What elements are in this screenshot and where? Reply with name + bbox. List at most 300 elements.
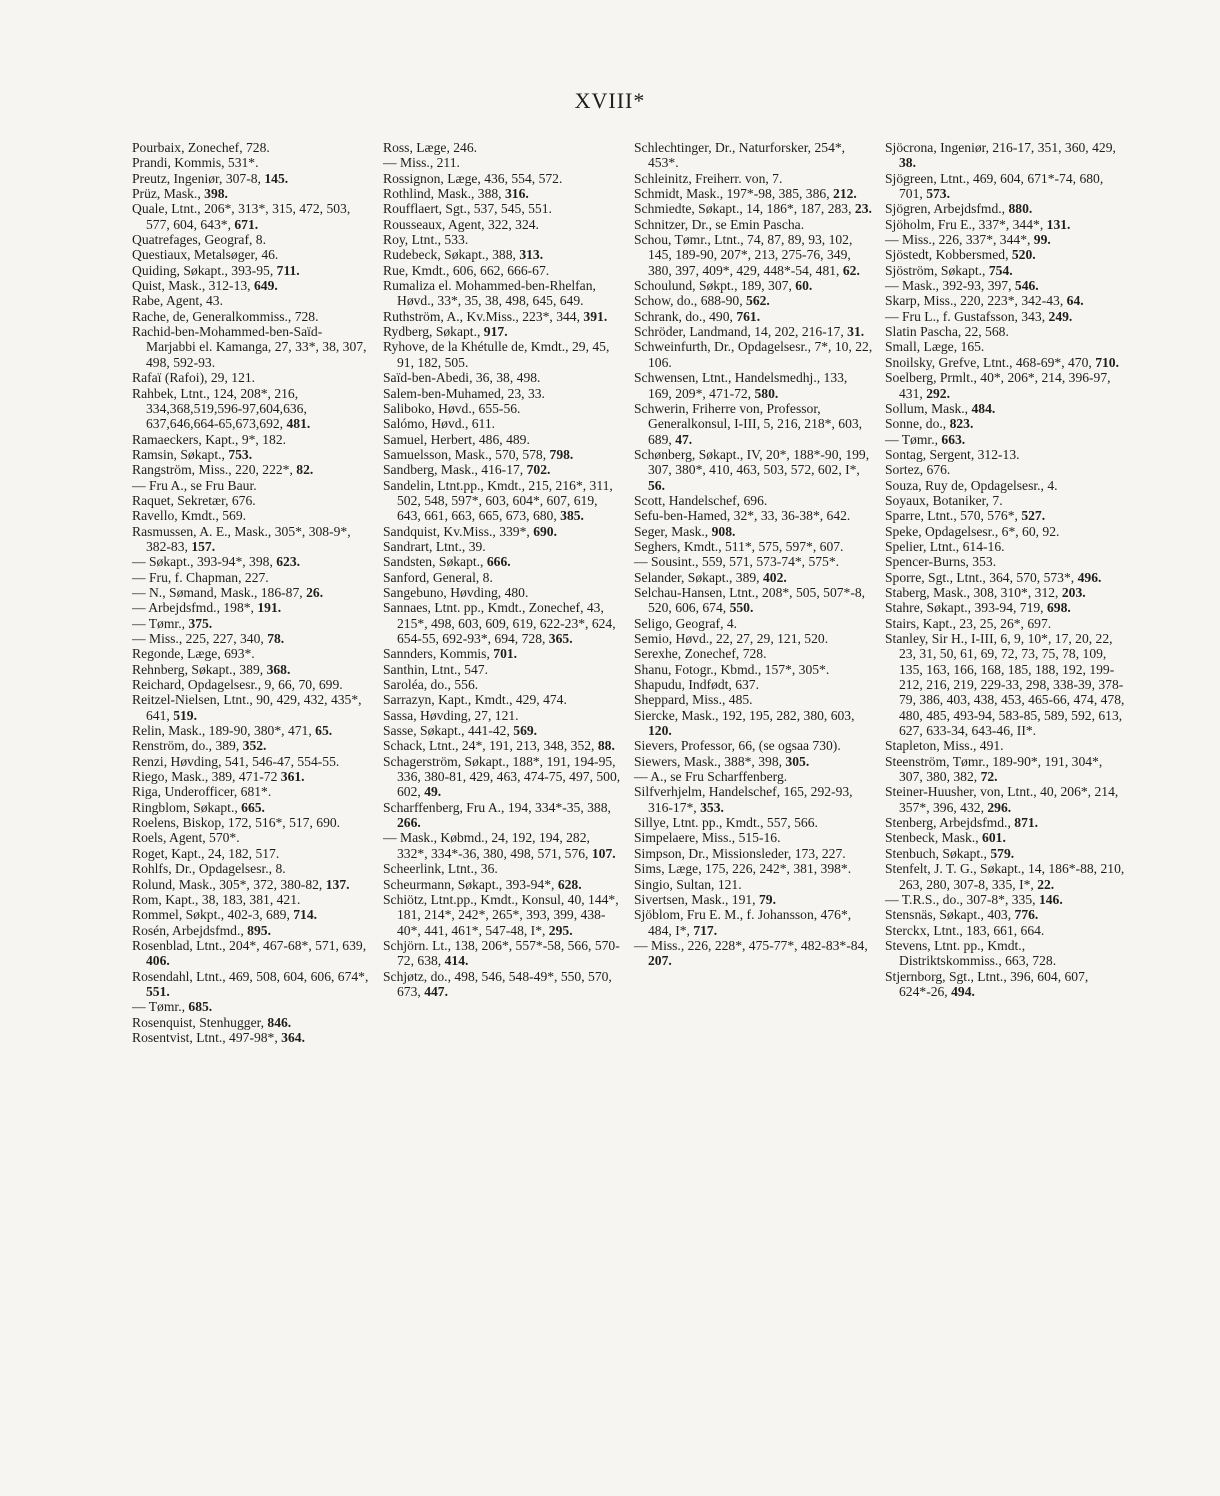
entry-text: Salómo, Høvd., 611. [383, 416, 496, 432]
entry-text: Saliboko, Høvd., 655-56. [383, 400, 521, 416]
index-entry [132, 600, 372, 615]
entry-main-page: 562. [746, 293, 770, 309]
entry-text: Preutz, Ingeniør, 307-8, [132, 170, 261, 186]
index-entry [132, 830, 372, 845]
index-entry [383, 708, 623, 723]
index-entry [383, 877, 623, 892]
entry-main-page: 714. [293, 907, 318, 923]
entry-main-page: 481. [286, 416, 311, 432]
index-entry [885, 309, 1125, 324]
index-entry [634, 662, 874, 677]
index-entry [383, 462, 623, 477]
index-entry [383, 738, 623, 753]
index-entry [383, 263, 623, 278]
entry-text: Raquet, Sekretær, 676. [132, 492, 256, 508]
index-entry [132, 524, 372, 555]
index-entry [634, 892, 874, 907]
entry-text: Scott, Handelschef, 696. [634, 492, 768, 508]
index-entry [634, 738, 874, 753]
entry-text: Ryhove, de la Khétulle de, Kmdt., 29, 45, 91, 182, 505. [383, 339, 610, 370]
entry-main-page: 798. [549, 446, 574, 462]
index-entry [634, 616, 874, 631]
entry-main-page: 550. [729, 600, 754, 616]
entry-main-page: 753. [228, 446, 253, 462]
entry-text: Scheerlink, Ltnt., 36. [383, 861, 498, 877]
entry-text: Saroléa, do., 556. [383, 677, 479, 693]
entry-text: Sortez, 676. [885, 462, 951, 478]
index-entry [885, 631, 1125, 738]
entry-main-page: 698. [1047, 600, 1071, 616]
entry-text: Slatin Pascha, 22, 568. [885, 324, 1009, 340]
entry-text: Schiötz, Ltnt.pp., Kmdt., Konsul, 40, 144*, 181, 214*, 242*, 265*, 393, 399, 438-40*, 441, 461*, 547-48, I*, [383, 891, 619, 938]
index-entry [885, 232, 1125, 247]
index-entry [634, 293, 874, 308]
entry-text: — Arbejdsfmd., 198*, [132, 600, 254, 616]
entry-text: Rosendahl, Ltnt., 469, 508, 604, 606, 674*, [132, 968, 369, 984]
entry-text: Rafaï (Rafoi), 29, 121. [132, 370, 256, 386]
index-column-2 [383, 140, 623, 999]
index-entry [132, 386, 372, 432]
index-entry [885, 616, 1125, 631]
entry-main-page: 871. [1014, 815, 1039, 831]
index-entry [634, 186, 874, 201]
index-entry [634, 447, 874, 493]
entry-main-page: 31. [847, 324, 865, 340]
entry-main-page: 56. [648, 477, 665, 493]
entry-text: — Sousint., 559, 571, 573-74*, 575*. [634, 554, 840, 570]
entry-main-page: 353. [700, 799, 724, 815]
entry-text: Quist, Mask., 312-13, [132, 278, 251, 294]
entry-main-page: 145. [264, 170, 289, 186]
entry-text: Sandsten, Søkapt., [383, 554, 484, 570]
entry-main-page: 685. [188, 999, 213, 1015]
index-entry [634, 631, 874, 646]
entry-text: Rommel, Søkpt., 402-3, 689, [132, 907, 290, 923]
index-entry [885, 923, 1125, 938]
entry-main-page: 88. [597, 738, 615, 754]
entry-text: — A., se Fru Scharffenberg. [634, 769, 788, 785]
entry-main-page: 391. [583, 308, 608, 324]
index-entry [634, 232, 874, 278]
entry-text: Scheurmann, Søkapt., 393-94*, [383, 876, 555, 892]
entry-text: Rossignon, Læge, 436, 554, 572. [383, 170, 563, 186]
index-entry [132, 201, 372, 232]
entry-main-page: 316. [504, 186, 529, 202]
index-entry [885, 754, 1125, 785]
index-entry [885, 278, 1125, 293]
index-entry [885, 324, 1125, 339]
index-entry [383, 478, 623, 524]
index-entry [634, 846, 874, 861]
index-entry [132, 447, 372, 462]
entry-main-page: 296. [987, 799, 1012, 815]
index-entry [885, 171, 1125, 202]
entry-text: Sjöblom, Fru E. M., f. Johansson, 476*, 484, I*, [634, 907, 852, 938]
index-entry [885, 462, 1125, 477]
index-entry [885, 416, 1125, 431]
index-entry [634, 784, 874, 815]
entry-text: Rahbek, Ltnt., 124, 208*, 216, 334,368,519,596-97,604,636, 637,646,664-65,673,692, [132, 385, 307, 432]
index-entry [885, 478, 1125, 493]
entry-main-page: 573. [926, 186, 950, 202]
index-entry [885, 938, 1125, 969]
index-entry [383, 677, 623, 692]
entry-text: Renström, do., 389, [132, 738, 240, 754]
entry-main-page: 368. [266, 661, 291, 677]
index-entry [634, 370, 874, 401]
entry-main-page: 305. [785, 753, 810, 769]
entry-main-page: 601. [982, 830, 1006, 846]
entry-main-page: 365. [548, 631, 573, 646]
index-entry [634, 907, 874, 938]
index-entry [132, 309, 372, 324]
entry-main-page: 754. [988, 262, 1013, 278]
index-entry [885, 140, 1125, 171]
entry-text: Spencer-Burns, 353. [885, 554, 997, 570]
entry-main-page: 702. [526, 462, 551, 478]
entry-text: Snoilsky, Grefve, Ltnt., 468-69*, 470, [885, 354, 1092, 370]
entry-main-page: 352. [242, 738, 267, 754]
entry-main-page: 385. [560, 508, 584, 524]
entry-text: Schweinfurth, Dr., Opdagelsesr., 7*, 10, 22, 106. [634, 339, 873, 370]
entry-text: Roget, Kapt., 24, 182, 517. [132, 845, 280, 861]
index-entry [132, 769, 372, 784]
index-entry [132, 999, 372, 1014]
entry-main-page: 313. [519, 247, 544, 263]
entry-text: Spelier, Ltnt., 614-16. [885, 538, 1005, 554]
entry-text: Renzi, Høvding, 541, 546-47, 554-55. [132, 753, 340, 769]
entry-text: Schwerin, Friherre von, Professor, Generalkonsul, I-III, 5, 216, 218*, 603, 689, [634, 400, 863, 447]
entry-text: Skarp, Miss., 220, 223*, 342-43, [885, 293, 1064, 309]
index-entry [383, 969, 623, 1000]
entry-text: Rydberg, Søkapt., [383, 324, 481, 340]
entry-text: Samuelsson, Mask., 570, 578, [383, 446, 547, 462]
entry-main-page: 579. [990, 845, 1015, 861]
entry-text: Questiaux, Metalsøger, 46. [132, 247, 279, 263]
entry-text: Sjöstedt, Kobbersmed, [885, 247, 1009, 263]
entry-main-page: 649. [253, 278, 278, 294]
entry-text: Ross, Læge, 246. [383, 140, 478, 155]
entry-text: Schjøtz, do., 498, 546, 548-49*, 550, 570, 673, [383, 968, 612, 999]
index-entry [634, 754, 874, 769]
entry-text: Stenfelt, J. T. G., Søkapt., 14, 186*-88, 210, 263, 280, 307-8, 335, I*, [885, 861, 1125, 892]
index-entry [885, 892, 1125, 907]
index-entry [885, 738, 1125, 753]
entry-main-page: 623. [276, 554, 301, 570]
entry-text: Rue, Kmdt., 606, 662, 666-67. [383, 262, 550, 278]
index-entry [885, 524, 1125, 539]
entry-text: Silfverhjelm, Handelschef, 165, 292-93, 316-17*, [634, 784, 853, 815]
entry-text: Sjöholm, Fru E., 337*, 344*, [885, 216, 1044, 232]
entry-main-page: 908. [711, 523, 736, 539]
index-entry [634, 585, 874, 616]
entry-main-page: 665. [241, 799, 265, 815]
index-entry [885, 861, 1125, 892]
index-entry [383, 600, 623, 646]
entry-text: Schou, Tømr., Ltnt., 74, 87, 89, 93, 102, 145, 189-90, 207*, 213, 275-76, 349, 380, 397, 409*, 429, 448*-54, 481, [634, 232, 853, 278]
index-entry [634, 339, 874, 370]
entry-text: Sporre, Sgt., Ltnt., 364, 570, 573*, [885, 569, 1075, 585]
entry-text: Serexhe, Zonechef, 728. [634, 646, 767, 662]
entry-text: Sjöström, Søkapt., [885, 262, 986, 278]
entry-main-page: 131. [1046, 216, 1071, 232]
index-entry [634, 861, 874, 876]
entry-text: Roufflaert, Sgt., 537, 545, 551. [383, 201, 552, 217]
index-entry [132, 278, 372, 293]
index-entry [383, 186, 623, 201]
entry-text: Regonde, Læge, 693*. [132, 646, 255, 662]
index-entry [132, 800, 372, 815]
entry-text: Stahre, Søkapt., 393-94, 719, [885, 600, 1044, 616]
entry-text: Siewers, Mask., 388*, 398, [634, 753, 783, 769]
entry-text: Seligo, Geograf, 4. [634, 615, 738, 631]
entry-text: — Fru A., se Fru Baur. [132, 477, 257, 493]
index-entry [634, 830, 874, 845]
index-entry [885, 493, 1125, 508]
entry-text: Rosén, Arbejdsfmd., [132, 922, 244, 938]
index-entry [132, 462, 372, 477]
index-entry [885, 554, 1125, 569]
index-entry [132, 938, 372, 969]
entry-text: Schjörn. Lt., 138, 206*, 557*-58, 566, 570-72, 638, [383, 937, 620, 969]
entry-main-page: 203. [1061, 584, 1086, 600]
entry-text: — Miss., 225, 227, 340, [132, 631, 264, 646]
index-entry [885, 355, 1125, 370]
index-entry [383, 447, 623, 462]
entry-text: Schlechtinger, Dr., Naturforsker, 254*, 453*. [634, 140, 846, 171]
entry-text: Santhin, Ltnt., 547. [383, 661, 488, 677]
index-entry [885, 401, 1125, 416]
entry-text: Staberg, Mask., 308, 310*, 312, [885, 584, 1059, 600]
index-entry [383, 370, 623, 385]
entry-main-page: 546. [1014, 278, 1039, 294]
index-entry [383, 309, 623, 324]
index-entry [634, 140, 874, 171]
entry-text: Ramaeckers, Kapt., 9*, 182. [132, 431, 287, 447]
index-entry [132, 232, 372, 247]
index-entry [885, 600, 1125, 615]
entry-main-page: 711. [276, 262, 300, 278]
index-entry [885, 570, 1125, 585]
page-number: XVIII* [574, 88, 646, 113]
index-entry [885, 201, 1125, 216]
index-entry [132, 815, 372, 830]
entry-text: — N., Sømand, Mask., 186-87, [132, 584, 303, 600]
index-entry [634, 524, 874, 539]
index-entry [132, 155, 372, 170]
entry-text: Rumaliza el. Mohammed-ben-Rhelfan, Høvd., 33*, 35, 38, 498, 645, 649. [383, 278, 596, 309]
entry-text: Saïd-ben-Abedi, 36, 38, 498. [383, 370, 541, 386]
entry-main-page: 527. [1021, 508, 1046, 524]
entry-text: Semio, Høvd., 22, 27, 29, 121, 520. [634, 631, 829, 646]
entry-main-page: 212. [833, 186, 857, 202]
entry-text: Sillye, Ltnt. pp., Kmdt., 557, 566. [634, 815, 818, 831]
index-entry [885, 815, 1125, 830]
entry-text: Schmidt, Mask., 197*-98, 385, 386, [634, 186, 830, 202]
index-entry [885, 784, 1125, 815]
entry-text: Sheppard, Miss., 485. [634, 692, 753, 708]
entry-text: Samuel, Herbert, 486, 489. [383, 431, 530, 447]
index-entry [634, 401, 874, 447]
index-entry [634, 493, 874, 508]
index-entry [885, 339, 1125, 354]
entry-text: Sjöcrona, Ingeniør, 216-17, 351, 360, 429, [885, 140, 1116, 155]
entry-main-page: 82. [296, 462, 314, 478]
index-entry [132, 432, 372, 447]
index-entry [634, 815, 874, 830]
entry-main-page: 414. [444, 953, 469, 969]
entry-main-page: 761. [736, 308, 761, 324]
entry-text: Soyaux, Botaniker, 7. [885, 492, 1003, 508]
index-entry [132, 923, 372, 938]
entry-main-page: 519. [173, 707, 197, 723]
entry-text: Seghers, Kmdt., 511*, 575, 597*, 607. [634, 538, 844, 554]
index-entry [885, 263, 1125, 278]
index-entry [885, 846, 1125, 861]
index-entry [383, 401, 623, 416]
index-entry [383, 247, 623, 262]
entry-text: Schønberg, Søkapt., IV, 20*, 188*-90, 199, 307, 380*, 410, 463, 503, 572, 602, I*, [634, 446, 870, 478]
index-entry [383, 524, 623, 539]
entry-text: Schoulund, Søkpt., 189, 307, [634, 278, 792, 294]
index-entry [383, 339, 623, 370]
index-entry [885, 370, 1125, 401]
entry-main-page: 120. [648, 723, 672, 739]
entry-main-page: 402. [762, 569, 787, 585]
entry-main-page: 717. [693, 922, 718, 938]
entry-main-page: 880. [1008, 201, 1033, 217]
entry-main-page: 157. [191, 538, 216, 554]
entry-text: Ruthström, A., Kv.Miss., 223*, 344, [383, 308, 581, 324]
entry-text: — Miss., 211. [383, 155, 460, 171]
entry-text: — Tømr., [885, 431, 938, 447]
index-entry [634, 217, 874, 232]
entry-main-page: 580. [754, 385, 779, 401]
entry-text: — Fru L., f. Gustafsson, 343, [885, 308, 1046, 324]
index-entry [132, 554, 372, 569]
index-entry [634, 570, 874, 585]
index-entry [132, 616, 372, 631]
entry-text: — Mask., Købmd., 24, 192, 194, 282, 332*, 334*-36, 380, 498, 571, 576, [383, 830, 590, 861]
index-entry [383, 662, 623, 677]
entry-text: Roelens, Biskop, 172, 516*, 517, 690. [132, 815, 341, 831]
entry-main-page: 62. [842, 262, 860, 278]
entry-text: Sasse, Søkapt., 441-42, [383, 723, 510, 739]
entry-text: Sandberg, Mask., 416-17, [383, 462, 524, 478]
entry-main-page: 551. [146, 983, 170, 999]
index-entry [383, 585, 623, 600]
entry-text: Rousseaux, Agent, 322, 324. [383, 216, 539, 232]
entry-main-page: 79. [759, 891, 776, 907]
index-entry [132, 892, 372, 907]
entry-text: Sanford, General, 8. [383, 569, 493, 585]
entry-text: Stevens, Ltnt. pp., Kmdt., Distriktskommiss., 663, 728. [885, 937, 1057, 969]
entry-text: Roels, Agent, 570*. [132, 830, 240, 846]
entry-main-page: 146. [1038, 891, 1063, 907]
entry-main-page: 569. [513, 723, 538, 739]
entry-text: Reichard, Opdagelsesr., 9, 66, 70, 699. [132, 677, 343, 693]
index-entry [383, 539, 623, 554]
entry-text: Schleinitz, Freiherr. von, 7. [634, 170, 783, 186]
entry-text: Schow, do., 688-90, [634, 293, 743, 309]
entry-text: Singio, Sultan, 121. [634, 876, 742, 892]
entry-text: Sandquist, Kv.Miss., 339*, [383, 523, 530, 539]
index-entry [885, 508, 1125, 523]
entry-text: Roy, Ltnt., 533. [383, 232, 469, 248]
entry-text: Sandrart, Ltnt., 39. [383, 538, 486, 554]
entry-text: Sonne, do., [885, 416, 947, 432]
entry-text: Quiding, Søkapt., 393-95, [132, 262, 274, 278]
entry-text: Selander, Søkapt., 389, [634, 569, 760, 585]
entry-text: — Tømr., [132, 615, 185, 631]
entry-text: Sandelin, Ltnt.pp., Kmdt., 215, 216*, 311, 502, 548, 597*, 603, 604*, 607, 619, 643, 661, 663, 665, 673, 680, [383, 477, 613, 524]
index-entry [885, 907, 1125, 922]
entry-text: Souza, Ruy de, Opdagelsesr., 4. [885, 477, 1058, 493]
entry-text: Shanu, Fotogr., Kbmd., 157*, 305*. [634, 661, 830, 677]
entry-text: Sassa, Høvding, 27, 121. [383, 707, 519, 723]
index-entry [634, 201, 874, 216]
entry-main-page: 701. [493, 646, 518, 662]
index-entry [132, 324, 372, 370]
index-entry [132, 247, 372, 262]
index-entry [634, 508, 874, 523]
entry-text: — Fru, f. Chapman, 227. [132, 569, 269, 585]
index-entry [383, 570, 623, 585]
entry-text: Soelberg, Prmlt., 40*, 206*, 214, 396-97, 431, [885, 370, 1111, 401]
entry-text: Quale, Ltnt., 206*, 313*, 315, 472, 503, 577, 604, 643*, [132, 201, 351, 232]
index-entry [132, 370, 372, 385]
index-entry [132, 263, 372, 278]
entry-text: Shapudu, Indfødt, 637. [634, 677, 759, 693]
entry-main-page: 671. [234, 216, 259, 232]
index-entry [634, 708, 874, 739]
entry-text: Pourbaix, Zonechef, 728. [132, 140, 270, 155]
entry-text: Schwensen, Ltnt., Handelsmedhj., 133, 169, 209*, 471-72, [634, 370, 848, 401]
index-entry [132, 969, 372, 1000]
entry-text: Ravello, Kmdt., 569. [132, 508, 247, 524]
entry-text: Ringblom, Søkapt., [132, 799, 238, 815]
entry-text: Schack, Ltnt., 24*, 191, 213, 348, 352, [383, 738, 595, 754]
entry-text: Scharffenberg, Fru A., 194, 334*-35, 388, [383, 799, 611, 815]
entry-main-page: 295. [548, 922, 573, 938]
index-column-1 [132, 140, 372, 1045]
entry-main-page: 72. [980, 769, 998, 785]
entry-text: Schröder, Landmand, 14, 202, 216-17, [634, 324, 844, 340]
index-column-3 [634, 140, 874, 969]
entry-main-page: 249. [1048, 308, 1073, 324]
entry-text: Speke, Opdagelsesr., 6*, 60, 92. [885, 523, 1060, 539]
index-entry [634, 692, 874, 707]
entry-text: Rom, Kapt., 38, 183, 381, 421. [132, 891, 301, 907]
index-entry [132, 478, 372, 493]
entry-main-page: 776. [1014, 907, 1039, 923]
entry-text: Rabe, Agent, 43. [132, 293, 223, 309]
entry-main-page: 26. [306, 584, 324, 600]
index-entry [132, 631, 372, 646]
entry-main-page: 266. [397, 815, 421, 831]
entry-text: Simpelaere, Miss., 515-16. [634, 830, 781, 846]
index-entry [885, 247, 1125, 262]
entry-text: — Mask., 392-93, 397, [885, 278, 1012, 294]
entry-text: Siercke, Mask., 192, 195, 282, 380, 603, [634, 707, 855, 723]
entry-text: Rosenquist, Stenhugger, [132, 1014, 264, 1030]
index-entry [132, 861, 372, 876]
entry-main-page: 520. [1011, 247, 1036, 263]
index-entry [383, 201, 623, 216]
entry-text: — Søkapt., 393-94*, 398, [132, 554, 273, 570]
index-entry [132, 646, 372, 661]
entry-main-page: 666. [486, 554, 511, 570]
